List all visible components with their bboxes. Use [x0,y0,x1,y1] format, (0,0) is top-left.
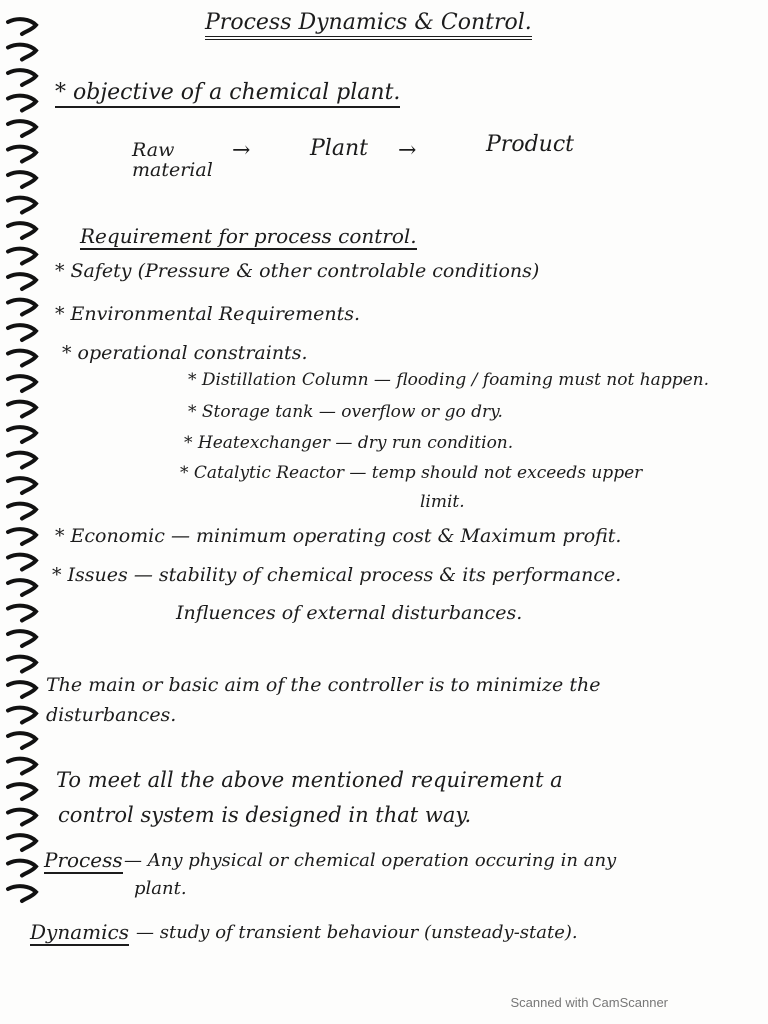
dynamics-term: Dynamics [30,920,129,944]
dynamics-definition: — study of transient behaviour (unsteady-state). [136,922,578,943]
spiral-binding [0,0,48,1000]
spiral-ring [8,759,36,774]
spiral-ring [8,325,36,340]
spiral-ring [8,784,36,799]
constraint-heatexchanger: * Heatexchanger — dry run condition. [184,433,514,453]
spiral-ring [8,733,36,748]
spiral-ring [8,274,36,289]
spiral-ring [8,147,36,162]
spiral-ring [8,631,36,646]
spiral-ring [8,682,36,697]
spiral-ring [8,376,36,391]
constraint-reactor: * Catalytic Reactor — temp should not exceeds upper [180,463,643,483]
scanner-watermark: Scanned with CamScanner [510,995,668,1010]
spiral-ring [8,810,36,825]
req-safety: * Safety (Pressure & other controlable conditions) [55,260,540,282]
spiral-ring [8,45,36,60]
spiral-ring [8,835,36,850]
process-definition: — Any physical or chemical operation occuring in any [124,850,617,871]
spiral-ring [8,351,36,366]
req-environmental: * Environmental Requirements. [55,303,361,325]
aim-line-2: disturbances. [46,704,177,726]
req-issues: * Issues — stability of chemical process & its performance. [52,564,622,586]
flow-arrow-1: → [232,138,251,163]
spiral-ring [8,300,36,315]
spiral-ring [8,249,36,264]
spiral-ring [8,70,36,85]
flow-product: Product [486,132,574,157]
spiral-ring [8,529,36,544]
spiral-ring [8,427,36,442]
spiral-ring [8,580,36,595]
flow-raw-material: Raw material [132,139,213,181]
spiral-ring [8,657,36,672]
spiral-ring [8,478,36,493]
flow-arrow-2: → [398,138,417,163]
req-operational: * operational constraints. [62,342,308,364]
spiral-ring [8,198,36,213]
constraint-distillation: * Distillation Column — flooding / foaming must not happen. [188,370,709,390]
page-title: Process Dynamics & Control. [205,12,532,40]
spiral-ring [8,861,36,876]
spiral-ring [8,19,36,34]
flow-plant: Plant [310,136,368,161]
meet-line-1: To meet all the above mentioned requirement a [56,768,563,792]
process-definition-cont: plant. [134,878,187,899]
spiral-ring [8,96,36,111]
spiral-ring [8,402,36,417]
objective-heading: * objective of a chemical plant. [55,82,400,108]
spiral-ring [8,223,36,238]
constraint-reactor-cont: limit. [420,492,465,512]
meet-line-2: control system is designed in that way. [58,803,472,827]
spiral-ring [8,606,36,621]
spiral-ring [8,708,36,723]
spiral-ring [8,504,36,519]
spiral-ring [8,172,36,187]
spiral-ring [8,453,36,468]
aim-line-1: The main or basic aim of the controller is to minimize the [46,674,601,696]
requirements-heading: Requirement for process control. [80,224,417,248]
spiral-ring [8,121,36,136]
constraint-storage: * Storage tank — overflow or go dry. [188,402,503,422]
spiral-ring [8,555,36,570]
spiral-ring [8,886,36,901]
req-issues-2: Influences of external disturbances. [176,602,523,624]
req-economic: * Economic — minimum operating cost & Maximum profit. [55,525,622,547]
process-term: Process [44,848,123,872]
